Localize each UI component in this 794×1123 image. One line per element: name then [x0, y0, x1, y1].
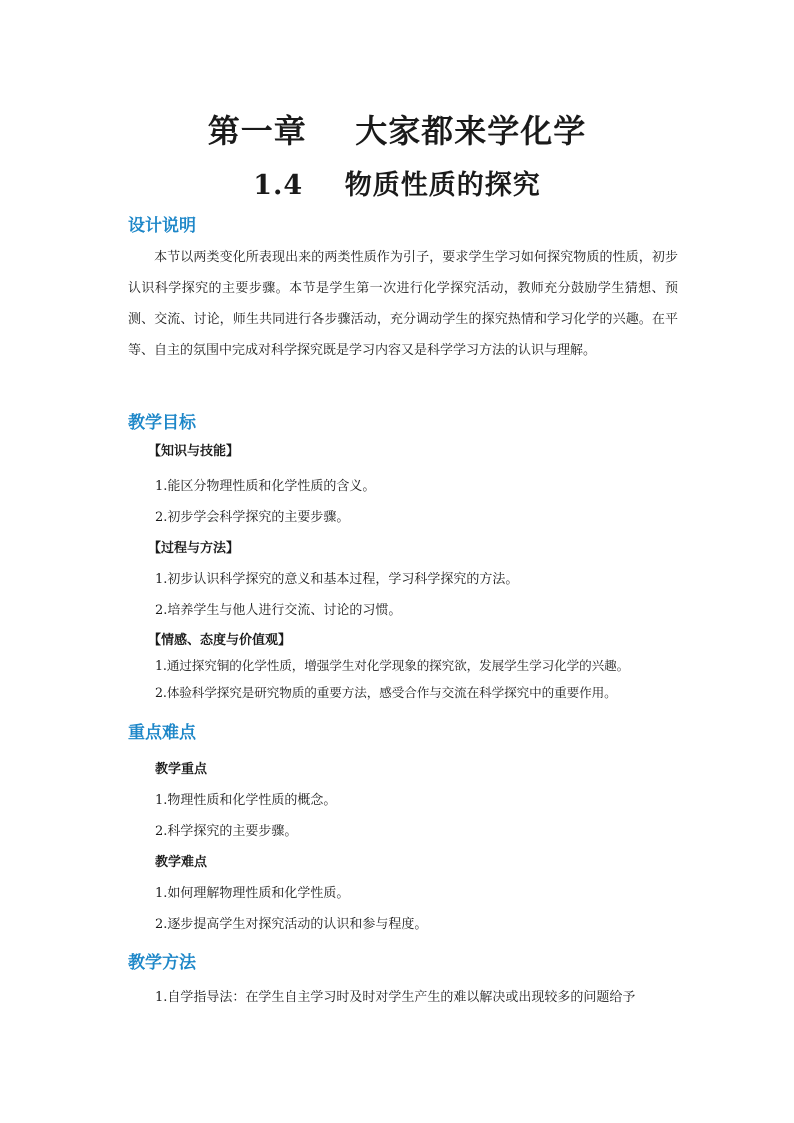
- process-label: 【过程与方法】: [148, 541, 240, 556]
- section-title: 1.4 物质性质的探究: [253, 170, 541, 201]
- design-paragraph: [128, 242, 678, 366]
- design-heading: 设计说明: [128, 216, 196, 236]
- process-item-2: 2.培养学生与他人进行交流、讨论的习惯。: [155, 603, 402, 618]
- design-paragraph-text: 本节以两类变化所表现出来的两类性质作为引子，要求学生学习如何探究物质的性质，初步认识科学探究的主要步骤。本节是学生第一次进行化学探究活动，教师充分鼓励学生猜想、预测、交流、讨论，师生共同进行各步骤活动，充分调动学生的探究热情和学习化学的兴趣。在平等、自主的氛围中完成对科学探究既是学习内容又是科学学习方法的认识与理解。: [128, 250, 678, 358]
- knowledge-label: 【知识与技能】: [148, 444, 240, 459]
- emotion-label: 【情感、态度与价值观】: [148, 633, 292, 648]
- emotion-item-1: 1.通过探究铜的化学性质，增强学生对化学现象的探究欲，发展学生学习化学的兴趣。: [155, 658, 630, 673]
- methods-item-1: 1.自学指导法：在学生自主学习时及时对学生产生的难以解决或出现较多的问题给予: [155, 990, 636, 1005]
- process-item-1: 1.初步认识科学探究的意义和基本过程，学习科学探究的方法。: [155, 572, 519, 587]
- methods-heading: 教学方法: [128, 953, 196, 973]
- focus-label: 教学重点: [155, 762, 208, 777]
- emotion-item-2: 2.体验科学探究是研究物质的重要方法，感受合作与交流在科学探究中的重要作用。: [155, 685, 617, 700]
- focus-item-1: 1.物理性质和化学性质的概念。: [155, 793, 337, 808]
- key-points-heading: 重点难点: [128, 723, 196, 743]
- difficulty-label: 教学难点: [155, 855, 208, 870]
- knowledge-item-1: 1.能区分物理性质和化学性质的含义。: [155, 479, 376, 494]
- knowledge-item-2: 2.初步学会科学探究的主要步骤。: [155, 510, 350, 525]
- goals-heading: 教学目标: [128, 413, 196, 433]
- chapter-title: 第一章 大家都来学化学: [207, 112, 587, 150]
- difficulty-item-2: 2.逐步提高学生对探究活动的认识和参与程度。: [155, 917, 428, 932]
- difficulty-item-1: 1.如何理解物理性质和化学性质。: [155, 886, 350, 901]
- focus-item-2: 2.科学探究的主要步骤。: [155, 824, 298, 839]
